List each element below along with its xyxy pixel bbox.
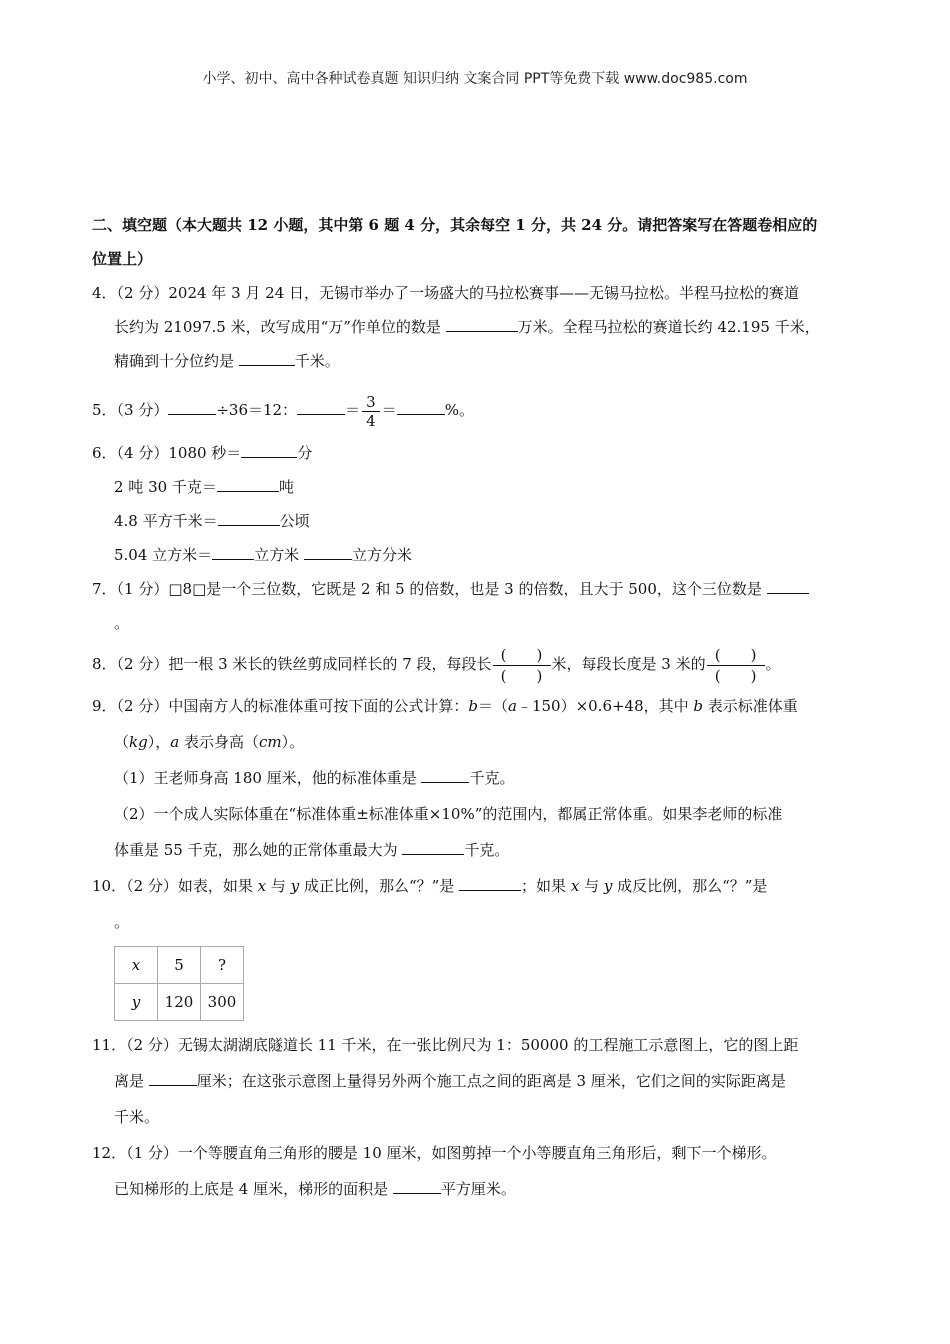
question-5: 5．（3 分） ÷36＝12： ＝ $\frac{3}{4}$ ＝ %。 — [92, 392, 474, 430]
answer-blank[interactable] — [241, 439, 297, 458]
q10-line1: 10．（2 分）如表，如果 x 与 y 成正比例，那么“？”是 ；如果 x 与 y 成反比例，那么“？”是 — [92, 868, 872, 904]
question-6 — [92, 436, 872, 572]
question-10 — [92, 868, 872, 1021]
answer-blank[interactable] — [767, 575, 809, 594]
question-12 — [92, 1135, 872, 1207]
q12-line1: 12．（1 分）一个等腰直角三角形的腰是 10 厘米，如图剪掉一个小等腰直角三角形后，剩下一个梯形。 — [92, 1144, 777, 1162]
question-7 — [92, 572, 872, 640]
q6-line1: 6．（4 分）1080 秒＝ 分 — [92, 436, 872, 470]
answer-blank[interactable] — [217, 473, 279, 492]
table-cell: y — [115, 984, 158, 1021]
answer-blank[interactable] — [421, 764, 469, 783]
answer-blank[interactable] — [304, 541, 352, 560]
q9-part2: （2）一个成人实际体重在“标准体重±标准体重×10%”的范围内，都属正常体重。如果李老师的标准 — [114, 805, 783, 823]
table-cell: 300 — [201, 984, 244, 1021]
q9-part2-line2: 体重是 55 千克，那么她的正常体重最大为 千克。 — [92, 832, 872, 868]
answer-blank[interactable] — [149, 1067, 197, 1086]
answer-blank[interactable] — [218, 507, 280, 526]
table-row — [115, 984, 244, 1021]
fraction-three-quarters: $\frac{3}{4}$ — [362, 393, 380, 430]
q11-line3: 千米。 — [114, 1108, 160, 1126]
table-cell: ? — [201, 947, 244, 984]
answer-blank[interactable] — [212, 541, 254, 560]
q11-line2: 离是 厘米；在这张示意图上量得另外两个施工点之间的距离是 3 厘米，它们之间的实际距离是 — [92, 1063, 872, 1099]
question-4 — [92, 276, 872, 378]
q4-line2: 长约为 21097.5 米，改写成用“万”作单位的数是 万米。全程马拉松的赛道长约 42.195 千米， — [92, 310, 872, 344]
q6-line4: 5.04 立方米＝ 立方米 立方分米 — [92, 538, 872, 572]
q9-line2: （kg），a 表示身高（cm）。 — [114, 733, 305, 751]
question-9 — [92, 688, 872, 868]
answer-fraction[interactable]: ( ) ( ) — [707, 645, 765, 686]
q9-part1: （1）王老师身高 180 厘米，他的标准体重是 千克。 — [92, 760, 872, 796]
section-title-line2: 位置上） — [92, 250, 153, 268]
answer-blank[interactable] — [459, 872, 521, 891]
exam-content — [92, 208, 872, 1207]
table-row — [115, 947, 244, 984]
question-11 — [92, 1027, 872, 1135]
q11-line1: 11．（2 分）无锡太湖湖底隧道长 11 千米，在一张比例尺为 1：50000 的工程施工示意图上，它的图上距 — [92, 1036, 799, 1054]
q6-line3: 4.8 平方千米＝ 公顷 — [92, 504, 872, 538]
page-header: 小学、初中、高中各种试卷真题 知识归纳 文案合同 PPT等免费下载 www.doc985.com — [202, 71, 748, 87]
section-title — [92, 208, 872, 276]
answer-blank[interactable] — [393, 1175, 441, 1194]
table-cell: x — [115, 947, 158, 984]
q9-line1: 9．（2 分）中国南方人的标准体重可按下面的公式计算：b＝（a﹣150）×0.6+48，其中 b 表示标准体重 — [92, 697, 798, 715]
xy-table — [114, 946, 244, 1021]
answer-blank[interactable] — [168, 396, 216, 415]
section-title-line1: 二、填空题（本大题共 12 小题，其中第 6 题 4 分，其余每空 1 分，共 24 分。请把答案写在答题卷相应的 — [92, 216, 818, 234]
question-8: 8．（2 分）把一根 3 米长的铁丝剪成同样长的 7 段，每段长 ( ) ( ) 米，每段长度是 3 米的 ( ) ( ) 。 — [92, 645, 781, 685]
q6-line2: 2 吨 30 千克＝ 吨 — [92, 470, 872, 504]
answer-blank[interactable] — [297, 396, 345, 415]
table-cell: 5 — [158, 947, 201, 984]
table-cell: 120 — [158, 984, 201, 1021]
answer-blank[interactable] — [402, 836, 464, 855]
answer-blank[interactable] — [397, 396, 445, 415]
answer-blank[interactable] — [239, 347, 295, 366]
q4-line3: 精确到十分位约是 千米。 — [92, 344, 872, 378]
q12-line2: 已知梯形的上底是 4 厘米，梯形的面积是 平方厘米。 — [92, 1171, 872, 1207]
answer-blank[interactable] — [446, 313, 518, 332]
answer-fraction[interactable]: ( ) ( ) — [493, 645, 551, 686]
q10-line2: 。 — [114, 913, 130, 931]
q4-line1: 4．（2 分）2024 年 3 月 24 日，无锡市举办了一场盛大的马拉松赛事——无锡马拉松。半程马拉松的赛道 — [92, 284, 800, 302]
q7-line2: 。 — [114, 614, 130, 632]
q7-line1: 7．（1 分）□8□是一个三位数，它既是 2 和 5 的倍数，也是 3 的倍数，且大于 500，这个三位数是 — [92, 572, 872, 606]
